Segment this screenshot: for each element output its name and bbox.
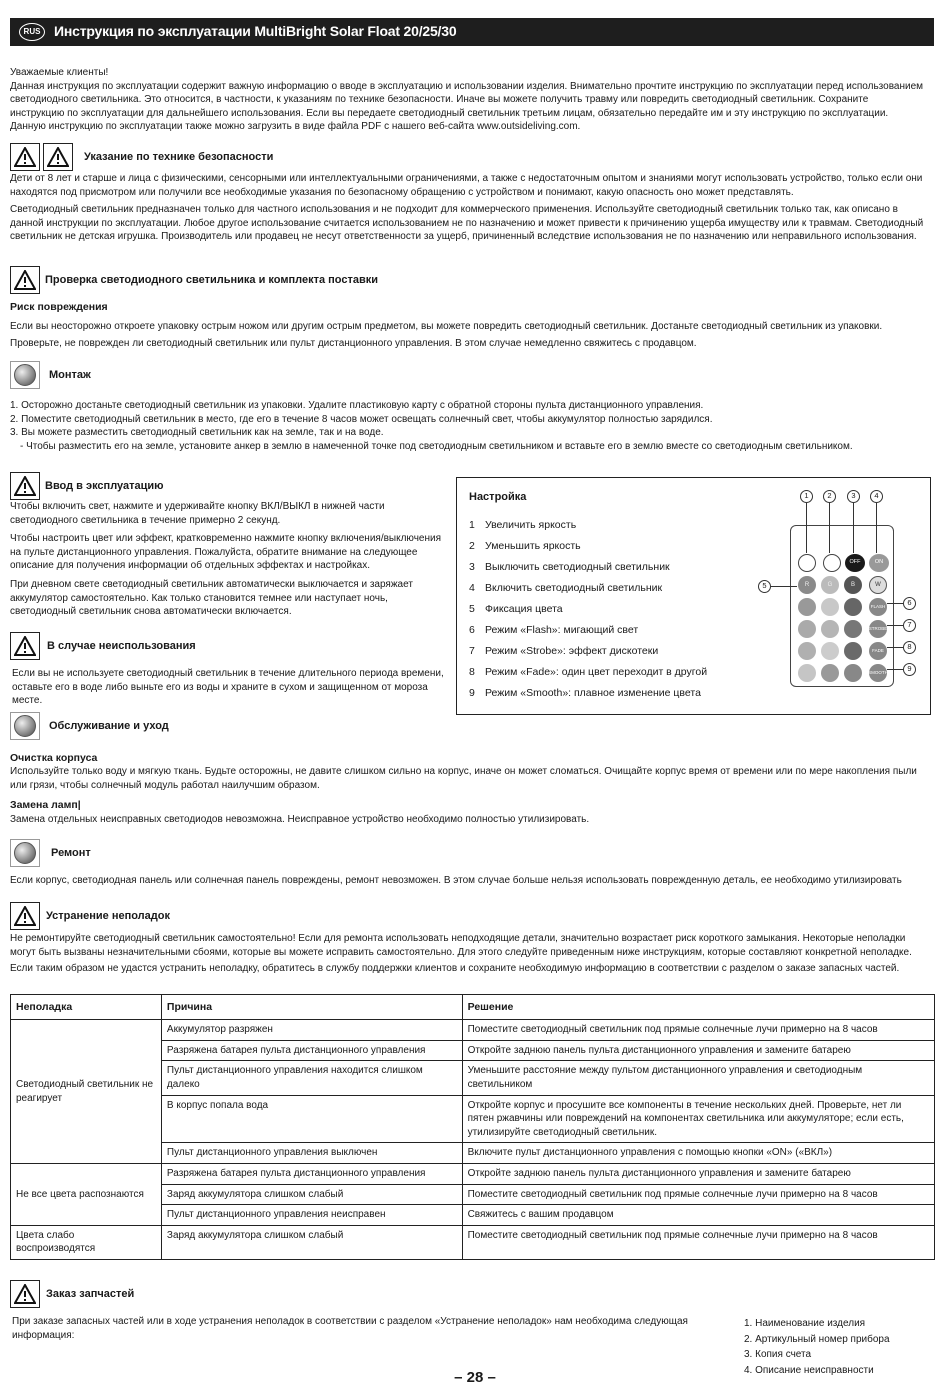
table-row <box>11 1164 935 1185</box>
color-button <box>844 598 862 616</box>
paragraph: Проверьте, не поврежден ли светодиодный светильник или пульт дистанционного управления. В этом случае немедленно свяжитесь с продавцом. <box>10 337 697 349</box>
brightness-up-button <box>798 554 816 572</box>
on-button: ON <box>869 554 889 572</box>
cause-cell: Пульт дистанционного управления выключен <box>161 1143 462 1164</box>
paragraph: Светодиодный светильник предназначен только для частного использования и не подходит для коммерческого применения. Используйте светодиодный светильник только так, как описано в данной инструкции по эксплуатации. Любое другое использование считается использованием не по назначению и может привести к причинению ущерба имуществу или к травмам. Светодиодный светильник не детская игрушка. Производитель или продавец не несут ответственности за ущерб, причиненный вследствие использования не по назначению или неправильного использования. <box>10 204 924 243</box>
cause-cell: Пульт дистанционного управления находится слишком далеко <box>161 1061 462 1095</box>
solution-cell: Включите пульт дистанционного управления с помощью кнопки «ON» («ВКЛ») <box>462 1143 934 1164</box>
solution-cell: Откройте заднюю панель пульта дистанционного управления и замените батарею <box>462 1040 934 1061</box>
color-button <box>821 598 839 616</box>
white-button: W <box>869 576 887 594</box>
greeting: Уважаемые клиенты! <box>10 67 109 78</box>
subheading: Замена ламп| <box>10 799 81 812</box>
color-button <box>798 642 816 660</box>
callout-line <box>887 669 903 670</box>
table-header-row <box>11 995 935 1020</box>
list-item: 2. Артикульный номер прибора <box>744 1333 890 1345</box>
cause-cell: Разряжена батарея пульта дистанционного управления <box>161 1040 462 1061</box>
callout-8: 8 <box>903 641 916 654</box>
settings-item: 1 Увеличить яркость <box>469 519 577 531</box>
callout-7: 7 <box>903 619 916 632</box>
color-button <box>821 620 839 638</box>
unused-text <box>12 667 452 711</box>
startup-text <box>10 500 450 622</box>
color-button <box>844 664 862 682</box>
red-button: R <box>798 576 816 594</box>
settings-title: Настройка <box>469 491 527 503</box>
warning-icon <box>10 143 40 171</box>
table-row <box>11 1020 935 1041</box>
paragraph: Не ремонтируйте светодиодный светильник самостоятельно! Если для ремонта использовать неподходящие детали, значительно возрастает риск короткого замыкания. Некоторые неполадки могут быть вызваны незначительными сбоями, которые вы можете исправить самостоятельно. Для этого следуйте приведенным ниже инструкциям, которые составляют конкретной неполадке. <box>10 933 912 958</box>
column-header: Решение <box>462 995 934 1020</box>
tool-icon <box>10 712 40 740</box>
callout-line <box>887 625 903 626</box>
warning-icon <box>43 143 73 171</box>
settings-item: 7 Режим «Strobe»: эффект дискотеки <box>469 645 659 657</box>
list-item: 2. Поместите светодиодный светильник в место, где его в течение 8 часов может освещать солнечный свет, чтобы аккумулятор полностью зарядился. <box>10 413 713 425</box>
page-title: Инструкция по эксплуатации MultiBright Solar Float 20/25/30 <box>54 23 457 40</box>
paragraph: Используйте только воду и мягкую ткань. Будьте осторожны, не давите слишком сильно на корпус, иначе он может сломаться. Очищайте корпус время от времени или по мере накопления пыли или грязи, чтобы солнечный модуль работал наилучшим образом. <box>10 766 917 791</box>
column-header: Причина <box>161 995 462 1020</box>
intro-text: Данная инструкция по эксплуатации содержит важную информацию о вводе в эксплуатацию и использовании изделия. Внимательно прочтите инструкцию по эксплуатации перед использованием светодиодного светильника. Это относится, в частности, к указаниям по технике безопасности. Иначе вы можете получить травму или повредить светодиодный светильник. Сохраните инструкцию по эксплуатации для дальнейшего использования. Если вы передаете светодиодный светильник третьим лицам, обязательно передайте им и эту инструкцию по эксплуатации. Данную инструкцию по эксплуатации также можно загрузить в виде файла PDF с нашего веб-сайта www.outsideliving.com. <box>10 80 924 133</box>
warning-icon <box>10 472 40 500</box>
settings-item: 4 Включить светодиодный светильник <box>469 582 663 594</box>
check-heading <box>10 266 378 294</box>
fade-button: FADE <box>869 642 887 660</box>
cause-cell: Заряд аккумулятора слишком слабый <box>161 1225 462 1259</box>
warning-icon <box>10 902 40 930</box>
list-item: 3. Копия счета <box>744 1349 812 1360</box>
callout-1: 1 <box>800 490 813 503</box>
warning-icon <box>10 266 40 294</box>
paragraph: Чтобы настроить цвет или эффект, кратковременно нажмите кнопку включения/выключения на пульте дистанционного управления. Пожалуйста, обратите внимание на следующее описание для получения информации об отдельных эффектах и настройках. <box>10 533 441 572</box>
settings-item: 5 Фиксация цвета <box>469 603 563 615</box>
callout-line <box>853 503 854 553</box>
solution-cell: Уменьшите расстояние между пультом дистанционного управления и светодиодным светильником <box>462 1061 934 1095</box>
list-item: 4. Описание неисправности <box>744 1364 874 1376</box>
settings-item: 6 Режим «Flash»: мигающий свет <box>469 624 639 636</box>
paragraph: Замена отдельных неисправных светодиодов невозможна. Неисправное устройство необходимо полностью утилизировать. <box>10 813 590 825</box>
section-title: Монтаж <box>49 368 91 381</box>
brightness-down-button <box>823 554 841 572</box>
green-button: G <box>821 576 839 594</box>
check-text <box>10 300 925 353</box>
troubleshoot-text <box>10 932 925 979</box>
section-title: Ввод в эксплуатацию <box>45 479 164 492</box>
settings-item: 9 Режим «Smooth»: плавное изменение цвета <box>469 687 701 699</box>
paragraph: При дневном свете светодиодный светильник автоматически выключается и заряжает аккумулятор самостоятельно. Как только становится темнее или наступает ночь, светодиодный светильник снова автоматически включается. <box>10 578 413 618</box>
paragraph: При заказе запасных частей или в ходе устранения неполадок в соответствии с разделом «Устранение неполадок» нам необходима следующая информация: <box>12 1316 688 1341</box>
problem-cell: Цвета слабо воспроизводятся <box>11 1225 162 1259</box>
repair-heading <box>10 839 91 867</box>
flash-button: FLASH <box>869 598 887 616</box>
section-title: Заказ запчастей <box>46 1287 135 1300</box>
callout-line <box>876 503 877 553</box>
intro <box>10 66 925 134</box>
list-item: 1. Наименование изделия <box>744 1318 866 1329</box>
callout-5: 5 <box>758 580 771 593</box>
page-header <box>10 18 934 46</box>
callout-line <box>806 503 807 553</box>
callout-4: 4 <box>870 490 883 503</box>
paragraph: Если вы неосторожно откроете упаковку острым ножом или другим острым предметом, вы можете повредить светодиодный светильник. Достаньте светодиодный светильник из упаковки. <box>10 321 883 333</box>
care-heading <box>10 712 169 740</box>
subheading: Очистка корпуса <box>10 752 98 764</box>
strobe-button: STROBE <box>869 620 887 638</box>
page-number: – 28 – <box>454 1369 496 1386</box>
unused-heading <box>10 632 196 660</box>
repair-text <box>10 874 925 891</box>
care-text <box>10 751 925 829</box>
table-row <box>11 1225 935 1259</box>
solution-cell: Откройте корпус и просушите все компоненты в течение нескольких дней. Проверьте, нет ли пятен ржавчины или повреждений на компонентах светильника или аккумуляторе; если есть, утилизируйте светодиодный светильник. <box>462 1095 934 1143</box>
section-title: Проверка светодиодного светильника и комплекта поставки <box>45 273 379 286</box>
solution-cell: Поместите светодиодный светильник под прямые солнечные лучи примерно на 8 часов <box>462 1184 934 1205</box>
parts-heading <box>10 1280 134 1308</box>
callout-2: 2 <box>823 490 836 503</box>
paragraph: Дети от 8 лет и старше и лица с физическими, сенсорными или интеллектуальными ограничениями, а также с недостаточным опытом и знаниями могут использовать устройство, только если они находятся под присмотром или получили все необходимые указания по безопасному обращению с устройством и понимают, какую опасность оно может представлять. <box>10 173 923 198</box>
color-button <box>844 642 862 660</box>
color-button <box>798 620 816 638</box>
callout-line <box>887 647 903 648</box>
parts-text <box>12 1315 737 1345</box>
section-title: Обслуживание и уход <box>49 719 169 732</box>
callout-3: 3 <box>847 490 860 503</box>
tool-icon <box>10 361 40 389</box>
color-button <box>798 598 816 616</box>
color-button <box>821 642 839 660</box>
section-title: Указание по технике безопасности <box>84 150 274 163</box>
mount-heading <box>10 361 91 389</box>
section-title: В случае неиспользования <box>47 639 196 652</box>
paragraph: Чтобы включить свет, нажмите и удерживайте кнопку ВКЛ/ВЫКЛ в нижней части светодиодного светильника в течение примерно 2 секунд. <box>10 501 385 526</box>
paragraph: Если таким образом не удастся устранить неполадку, обратитесь в службу поддержки клиентов и сохраните необходимую информацию в соответствии с разделом о заказе запасных частей. <box>10 963 900 975</box>
mount-list <box>10 399 925 453</box>
language-badge: RUS <box>19 23 45 41</box>
list-item: 3. Вы можете разместить светодиодный светильник как на земле, так и на воде. <box>10 427 384 439</box>
callout-line <box>829 503 830 553</box>
color-button <box>798 664 816 682</box>
cause-cell: Пульт дистанционного управления неисправен <box>161 1205 462 1226</box>
solution-cell: Поместите светодиодный светильник под прямые солнечные лучи примерно на 8 часов <box>462 1225 934 1259</box>
settings-item: 3 Выключить светодиодный светильник <box>469 561 670 573</box>
list-item: - Чтобы разместить его на земле, установите анкер в землю в намеченной точке под светодиодным светильником и вставьте его в землю вместе со светодиодным светильником. <box>20 440 853 452</box>
color-button <box>844 620 862 638</box>
blue-button: B <box>844 576 862 594</box>
off-button: OFF <box>845 554 865 572</box>
solution-cell: Свяжитесь с вашим продавцом <box>462 1205 934 1226</box>
safety-heading <box>10 143 273 171</box>
cause-cell: Аккумулятор разряжен <box>161 1020 462 1041</box>
settings-item: 8 Режим «Fade»: один цвет переходит в другой <box>469 666 708 678</box>
smooth-button: SMOOTH <box>869 664 887 682</box>
callout-line <box>887 603 903 604</box>
paragraph: Если корпус, светодиодная панель или солнечная панель повреждены, ремонт невозможен. В этом случае больше нельзя использовать поврежденную деталь, ее необходимо утилизировать <box>10 875 902 886</box>
settings-item: 2 Уменьшить яркость <box>469 540 581 552</box>
tool-icon <box>10 839 40 867</box>
cause-cell: Разряжена батарея пульта дистанционного управления <box>161 1164 462 1185</box>
cause-cell: В корпус попала вода <box>161 1095 462 1143</box>
list-item: 1. Осторожно достаньте светодиодный светильник из упаковки. Удалите пластиковую карту с обратной стороны пульта дистанционного управления. <box>10 400 704 411</box>
problem-cell: Светодиодный светильник не реагирует <box>11 1020 162 1164</box>
callout-9: 9 <box>903 663 916 676</box>
troubleshoot-heading <box>10 902 170 930</box>
column-header: Неполадка <box>11 995 162 1020</box>
safety-text <box>10 172 925 247</box>
color-button <box>821 664 839 682</box>
section-title: Ремонт <box>51 846 91 859</box>
warning-icon <box>10 632 40 660</box>
subheading: Риск повреждения <box>10 301 108 313</box>
callout-line <box>771 586 797 587</box>
solution-cell: Откройте заднюю панель пульта дистанционного управления и замените батарею <box>462 1164 934 1185</box>
troubleshoot-table <box>10 994 935 1260</box>
callout-6: 6 <box>903 597 916 610</box>
startup-heading <box>10 472 164 500</box>
section-title: Устранение неполадок <box>46 909 170 922</box>
warning-icon <box>10 1280 40 1308</box>
cause-cell: Заряд аккумулятора слишком слабый <box>161 1184 462 1205</box>
paragraph: Если вы не используете светодиодный светильник в течение длительного периода времени, оставьте его в воде либо выньте его из воды и храните в сухом и защищенном от мороза месте. <box>12 668 444 707</box>
problem-cell: Не все цвета распознаются <box>11 1164 162 1226</box>
solution-cell: Поместите светодиодный светильник под прямые солнечные лучи примерно на 8 часов <box>462 1020 934 1041</box>
